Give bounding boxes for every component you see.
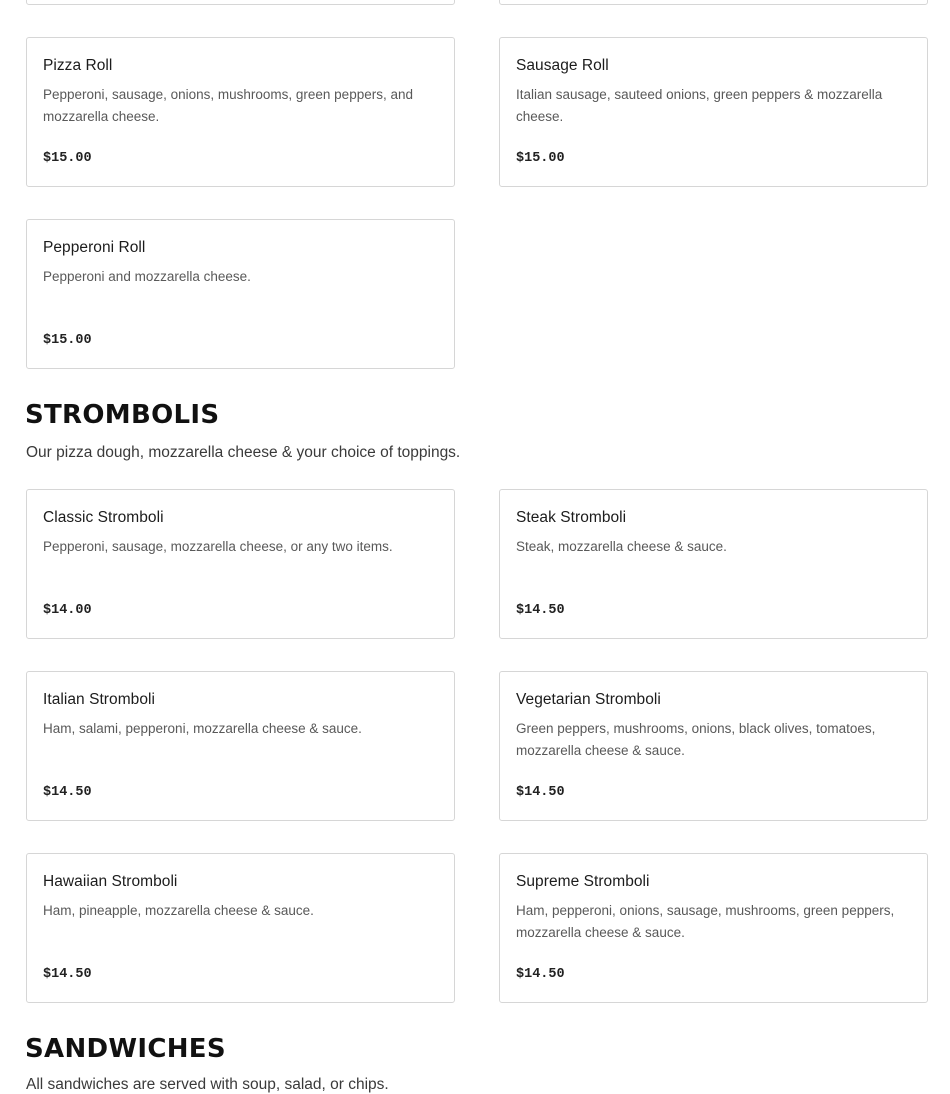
menu-item-card-partial[interactable] xyxy=(499,0,928,5)
menu-item-price: $14.50 xyxy=(43,785,92,800)
menu-item-name: Supreme Stromboli xyxy=(516,873,650,890)
menu-item-description: Pepperoni, sausage, mozzarella cheese, or any two items. xyxy=(43,539,393,554)
section-title-strombolis: STROMBOLIS xyxy=(25,400,220,430)
menu-item-card-supreme-stromboli[interactable] xyxy=(499,853,928,1003)
section-subtitle-strombolis: Our pizza dough, mozzarella cheese & your choice of toppings. xyxy=(26,444,461,461)
menu-item-description: Ham, salami, pepperoni, mozzarella cheese & sauce. xyxy=(43,721,362,736)
menu-item-price: $15.00 xyxy=(43,151,92,166)
menu-item-card-partial[interactable] xyxy=(26,0,455,5)
menu-item-card-sausage-roll[interactable] xyxy=(499,37,928,187)
menu-item-card-pepperoni-roll[interactable] xyxy=(26,219,455,369)
menu-item-description: Steak, mozzarella cheese & sauce. xyxy=(516,539,727,554)
menu-item-description: Pepperoni and mozzarella cheese. xyxy=(43,269,251,284)
menu-item-name: Vegetarian Stromboli xyxy=(516,691,661,708)
menu-item-price: $14.50 xyxy=(516,603,565,618)
menu-item-card-classic-stromboli[interactable] xyxy=(26,489,455,639)
menu-item-card-italian-stromboli[interactable] xyxy=(26,671,455,821)
section-title-sandwiches: SANDWICHES xyxy=(25,1034,226,1064)
menu-item-description: Ham, pepperoni, onions, sausage, mushrooms, green peppers, mozzarella cheese & sauce. xyxy=(516,903,895,940)
menu-item-price: $15.00 xyxy=(516,151,565,166)
menu-item-name: Pizza Roll xyxy=(43,57,113,74)
menu-item-price: $14.00 xyxy=(43,603,92,618)
section-subtitle-sandwiches: All sandwiches are served with soup, salad, or chips. xyxy=(26,1076,389,1093)
menu-item-price: $15.00 xyxy=(43,333,92,348)
menu-item-card-pizza-roll[interactable] xyxy=(26,37,455,187)
menu-item-description: Ham, pineapple, mozzarella cheese & sauce. xyxy=(43,903,314,918)
menu-item-name: Steak Stromboli xyxy=(516,509,627,526)
menu-item-card-vegetarian-stromboli[interactable] xyxy=(499,671,928,821)
menu-item-description: Italian sausage, sauteed onions, green peppers & mozzarella cheese. xyxy=(516,87,883,124)
menu-item-card-hawaiian-stromboli[interactable] xyxy=(26,853,455,1003)
menu-item-name: Pepperoni Roll xyxy=(43,239,146,256)
menu-item-name: Sausage Roll xyxy=(516,57,609,74)
menu-item-name: Hawaiian Stromboli xyxy=(43,873,178,890)
menu-item-price: $14.50 xyxy=(43,967,92,982)
menu-item-description: Green peppers, mushrooms, onions, black olives, tomatoes, mozzarella cheese & sauce. xyxy=(516,721,876,758)
menu-item-price: $14.50 xyxy=(516,967,565,982)
menu-item-card-steak-stromboli[interactable] xyxy=(499,489,928,639)
menu-item-name: Italian Stromboli xyxy=(43,691,155,708)
menu-item-name: Classic Stromboli xyxy=(43,509,164,526)
menu-item-description: Pepperoni, sausage, onions, mushrooms, green peppers, and mozzarella cheese. xyxy=(43,87,413,124)
menu-item-price: $14.50 xyxy=(516,785,565,800)
